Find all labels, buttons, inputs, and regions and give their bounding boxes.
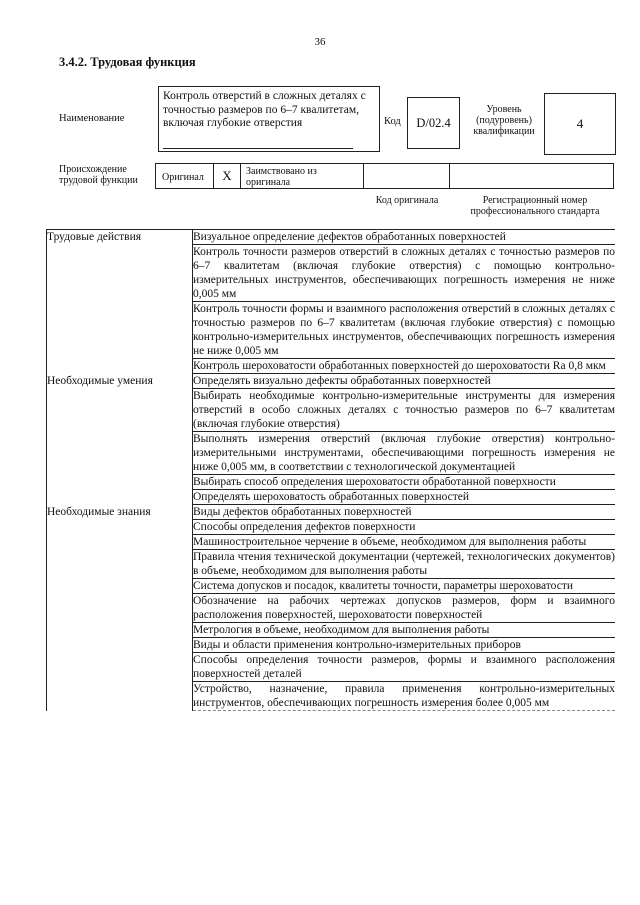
list-item: Способы определения дефектов поверхности: [193, 520, 616, 535]
list-item: Выбирать необходимые контрольно-измерительные инструменты для измерения отверстий в особо сложных деталях с точностью размеров по 6–7 квалитетам (включая глубокие отверстия): [193, 390, 615, 430]
list-item: Контроль шероховатости обработанных поверхностей до шероховатости Ra 0,8 мкм: [193, 359, 616, 374]
table-row: [47, 374, 616, 389]
borrowed-cell: [240, 163, 364, 189]
list-item: Виды и области применения контрольно-измерительных приборов: [193, 638, 616, 653]
table-row: [47, 230, 616, 245]
code-value: D/02.4: [416, 116, 451, 130]
code-value-box: [407, 97, 460, 149]
name-label: Наименование: [59, 113, 125, 124]
original-mark-cell: [213, 163, 241, 189]
list-item: Правила чтения технической документации (чертежей, технологических документов) в объеме, необходимом для выполнения работы: [193, 551, 615, 577]
section-title: 3.4.2. Трудовая функция: [59, 55, 196, 69]
list-item: Способы определения точности размеров, формы и взаимного расположения поверхностей деталей: [193, 654, 615, 680]
section-title-knowledge: Необходимые знания: [47, 505, 193, 711]
section-title-skills: Необходимые умения: [47, 374, 193, 505]
level-label: Уровень (подуровень) квалификации: [473, 104, 535, 137]
list-item: Определять визуально дефекты обработанных поверхностей: [193, 374, 616, 389]
level-value-box: [544, 93, 616, 155]
function-name-value: Контроль отверстий в сложных деталях с точностью размеров по 6–7 квалитетам, включая глубокие отверстия: [163, 90, 366, 129]
list-item: Виды дефектов обработанных поверхностей: [193, 505, 616, 520]
reg-number-caption: Регистрационный номер профессионального стандарта: [470, 195, 600, 217]
list-item: Выполнять измерения отверстий (включая глубокие отверстия) контрольно-измерительными инструментами, обеспечивающими погрешность измерения не ниже 0,005 мм, в соответствии с технологической документацией: [193, 433, 615, 473]
code-original-caption: Код оригинала: [375, 195, 439, 206]
origin-original-cell: [155, 163, 214, 189]
list-item: Контроль точности размеров отверстий в сложных деталях с точностью размеров по 6–7 квалитетам (включая глубокие отверстия) с помощью контрольно-измерительных инструментов, обеспечивающих погрешность измерения не ниже 0,005 мм: [193, 246, 615, 300]
code-label: Код: [384, 116, 401, 127]
reg-number-cell: [449, 163, 614, 189]
list-item: Контроль точности формы и взаимного расположения отверстий в сложных деталях с точностью размеров по 6–7 квалитетам (включая глубокие отверстия) с помощью контрольно-измерительных инструментов, обеспечивающих погрешность измерения не ниже 0,005 мм: [193, 303, 615, 357]
level-value: 4: [576, 116, 584, 131]
list-item: Метрология в объеме, необходимом для выполнения работы: [193, 623, 616, 638]
list-item: Обозначение на рабочих чертежах допусков размеров, форм и взаимного расположения поверхностей, шероховатости поверхностей: [193, 595, 615, 621]
table-row: [47, 505, 616, 520]
function-name-box: [158, 86, 380, 152]
section-title-actions: Трудовые действия: [47, 230, 193, 374]
list-item: Машиностроительное черчение в объеме, необходимом для выполнения работы: [193, 535, 616, 550]
original-code-cell: [363, 163, 450, 189]
origin-label: Происхождение трудовой функции: [59, 164, 138, 186]
labor-function-table: [46, 229, 615, 711]
list-item: Визуальное определение дефектов обработанных поверхностей: [193, 230, 616, 245]
borrowed-label: Заимствовано из оригинала: [246, 166, 317, 188]
original-label: Оригинал: [162, 172, 204, 183]
origin-cells: [155, 163, 614, 189]
original-mark: X: [222, 168, 232, 183]
list-item: Устройство, назначение, правила применения контрольно-измерительных инструментов, обеспечивающих погрешность измерения более 0,005 мм: [193, 683, 615, 709]
page-number: 36: [314, 36, 326, 48]
list-item: Выбирать способ определения шероховатости обработанной поверхности: [193, 475, 616, 490]
underline: [163, 148, 353, 149]
list-item: Система допусков и посадок, квалитеты точности, параметры шероховатости: [193, 579, 616, 594]
list-item: Определять шероховатость обработанных поверхностей: [193, 490, 616, 505]
